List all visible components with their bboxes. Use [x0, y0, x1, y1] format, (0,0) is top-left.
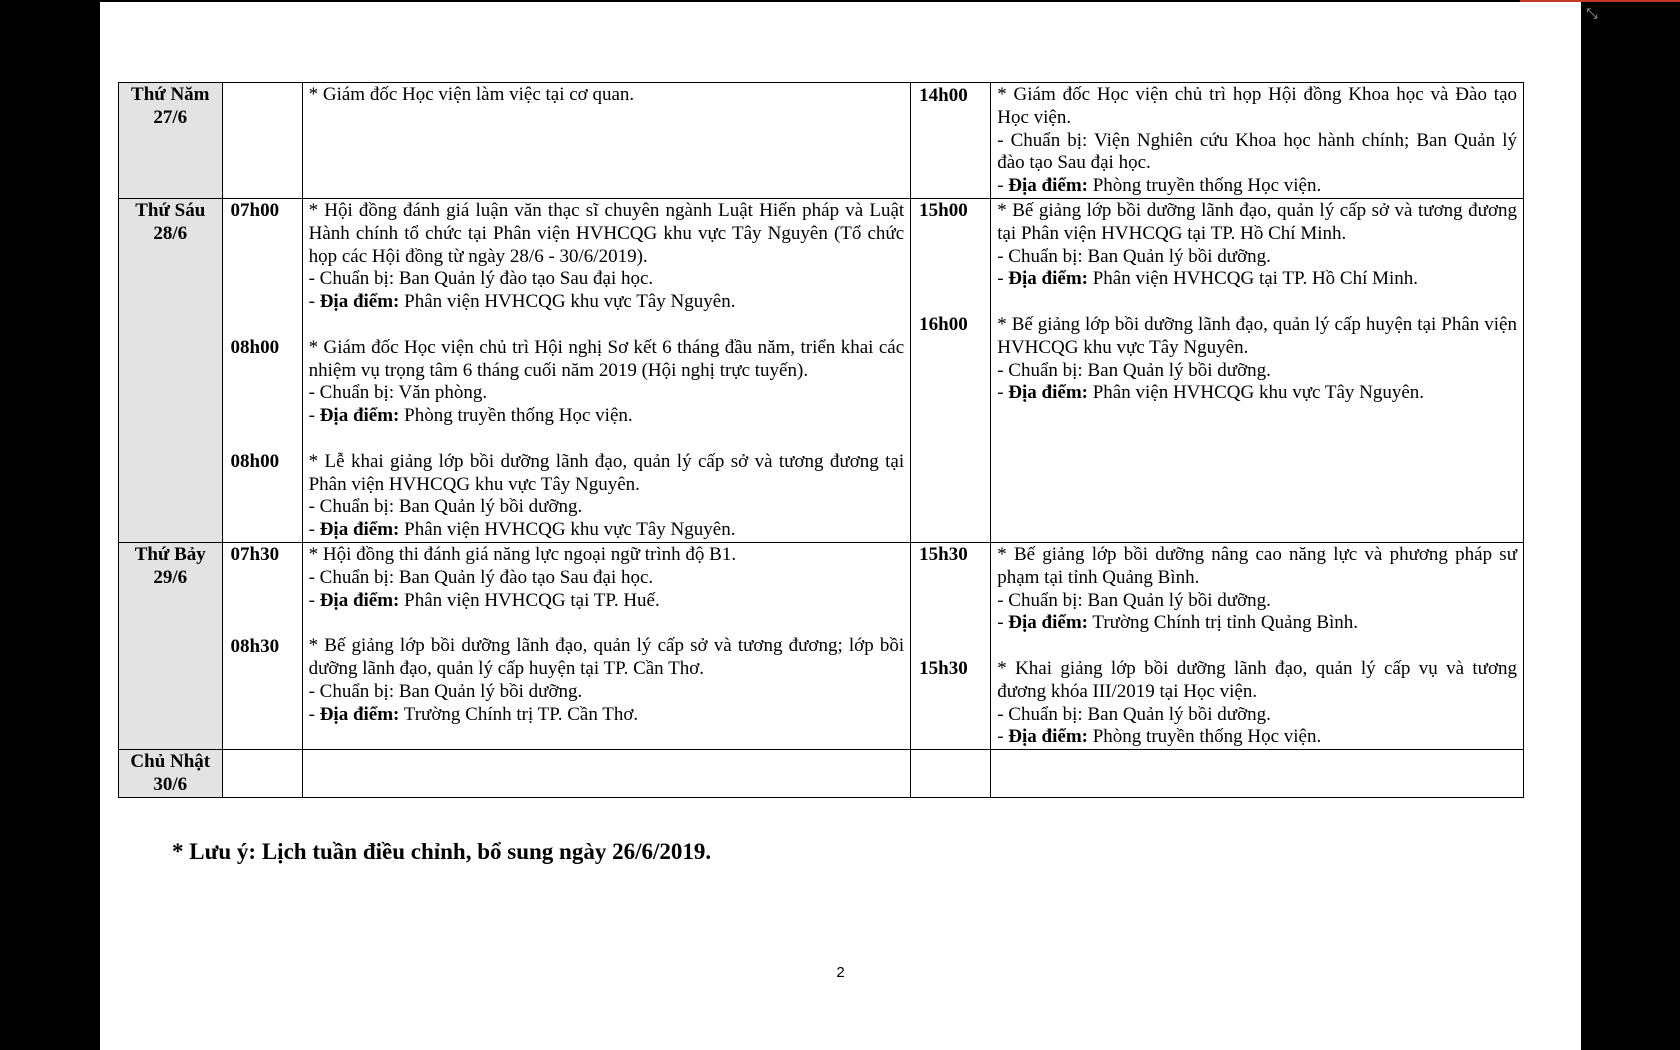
activity-location: - Địa điểm: Phòng truyền thống Học viện.	[308, 405, 633, 427]
day-date: 30/6	[153, 773, 188, 795]
activity-prep: - Chuẩn bị: Ban Quản lý bồi dưỡng.	[997, 703, 1271, 725]
location-label: Địa điểm:	[1008, 726, 1088, 748]
location-value: Trường Chính trị tỉnh Quảng Bình.	[1092, 612, 1359, 634]
morning-time-cell	[222, 198, 302, 542]
activity-prep: - Chuẩn bị: Ban Quản lý bồi dưỡng.	[308, 680, 583, 702]
activity-location: - Địa điểm: Phân viện HVHCQG tại TP. Huế.	[308, 589, 660, 611]
morning-time-cell	[222, 83, 302, 199]
afternoon-time-cell	[911, 542, 991, 749]
activity-time: 08h30	[230, 635, 280, 657]
activity-title: * Giám đốc Học viện chủ trì Hội nghị Sơ kết 6 tháng đầu năm, triển khai các nhiệm vụ trọng tâm 6 tháng cuối năm 2019 (Hội nghị trực tuyến).	[308, 336, 905, 381]
activity-title: * Bế giảng lớp bồi dưỡng lãnh đạo, quản lý cấp sở và tương đương; lớp bồi dưỡng lãnh đạo, quản lý cấp huyện tại TP. Cần Thơ.	[308, 635, 905, 679]
schedule-row	[119, 542, 1524, 749]
day-date: 29/6	[153, 566, 188, 588]
activity-time: 16h00	[919, 314, 968, 336]
exit-fullscreen-icon[interactable]: ⤡	[1586, 6, 1598, 22]
activity-time: 07h30	[230, 544, 280, 566]
activity-title: * Lễ khai giảng lớp bồi dưỡng lãnh đạo, quản lý cấp sở và tương đương tại Phân viện HVHCQG khu vực Tây Nguyên.	[308, 450, 905, 495]
activity-time: 07h00	[230, 200, 280, 222]
schedule-table	[118, 82, 1524, 798]
activity-location: - Địa điểm: Trường Chính trị tỉnh Quảng Bình.	[997, 612, 1359, 634]
activity-entry	[309, 635, 905, 726]
day-name: Thứ Sáu	[135, 199, 206, 221]
day-cell	[119, 750, 223, 798]
schedule-row	[119, 750, 1524, 798]
afternoon-activity-cell	[991, 750, 1524, 798]
day-name: Thứ Bảy	[134, 543, 206, 565]
activity-entry	[309, 337, 905, 428]
afternoon-activity-cell	[991, 83, 1524, 199]
activity-time: 15h30	[919, 544, 968, 566]
location-value: Phân viện HVHCQG tại TP. Huế.	[404, 589, 660, 611]
activity-time: 08h00	[230, 337, 280, 359]
page-number: 2	[836, 964, 845, 981]
day-cell	[119, 198, 223, 542]
location-label: Địa điểm:	[1008, 382, 1088, 404]
activity-prep: - Chuẩn bị: Ban Quản lý bồi dưỡng.	[997, 589, 1271, 611]
activity-location: - Địa điểm: Trường Chính trị TP. Cần Thơ.	[308, 703, 639, 725]
schedule-row	[119, 83, 1524, 199]
location-value: Phòng truyền thống Học viện.	[404, 405, 633, 427]
activity-entry	[309, 451, 905, 542]
activity-time: 14h00	[919, 84, 968, 106]
activity-prep: - Chuẩn bị: Ban Quản lý bồi dưỡng.	[997, 245, 1271, 267]
afternoon-time-cell	[911, 198, 991, 542]
activity-title: * Khai giảng lớp bồi dưỡng lãnh đạo, quản lý cấp vụ và tương đương khóa III/2019 tại Học viện.	[997, 657, 1517, 702]
activity-entry	[997, 314, 1517, 405]
location-label: Địa điểm:	[319, 703, 400, 725]
schedule-note: * Lưu ý: Lịch tuần điều chỉnh, bổ sung ngày 26/6/2019.	[172, 839, 712, 864]
activity-location: - Địa điểm: Phân viện HVHCQG tại TP. Hồ Chí Minh.	[997, 268, 1419, 290]
afternoon-activity-cell	[991, 542, 1524, 749]
activity-entry	[309, 84, 905, 107]
activity-location: - Địa điểm: Phân viện HVHCQG khu vực Tây Nguyên.	[308, 519, 736, 541]
morning-activity-cell	[302, 83, 911, 199]
activity-entry	[997, 544, 1517, 635]
activity-title: * Hội đồng thi đánh giá năng lực ngoại ngữ trình độ B1.	[308, 543, 737, 565]
activity-title: * Hội đồng đánh giá luận văn thạc sĩ chuyên ngành Luật Hiến pháp và Luật Hành chính tổ chức tại Phân viện HVHCQG khu vực Tây Nguyên (Tổ chức họp các Hội đồng từ ngày 28/6 - 30/6/2019).	[308, 199, 905, 267]
activity-time: 08h00	[230, 451, 280, 473]
activity-title: * Giám đốc Học viện làm việc tại cơ quan.	[308, 84, 635, 105]
day-date: 28/6	[153, 222, 188, 244]
activity-prep: - Chuẩn bị: Ban Quản lý đào tạo Sau đại học.	[308, 566, 654, 588]
activity-title: * Giám đốc Học viện chủ trì họp Hội đồng Khoa học và Đào tạo Học viện.	[997, 84, 1517, 128]
location-value: Phòng truyền thống Học viện.	[1092, 175, 1322, 197]
location-label: Địa điểm:	[1008, 612, 1088, 634]
location-label: Địa điểm:	[319, 519, 400, 541]
activity-prep: - Chuẩn bị: Văn phòng.	[308, 382, 488, 404]
day-date: 27/6	[153, 106, 188, 128]
afternoon-time-cell	[911, 750, 991, 798]
day-name: Thứ Năm	[131, 84, 210, 105]
afternoon-activity-cell	[991, 198, 1524, 542]
location-value: Phòng truyền thống Học viện.	[1092, 726, 1322, 748]
afternoon-time-cell	[911, 83, 991, 199]
location-label: Địa điểm:	[1008, 175, 1088, 197]
activity-entry	[309, 544, 905, 612]
activity-time: 15h00	[919, 200, 968, 222]
activity-entry	[997, 84, 1517, 198]
location-label: Địa điểm:	[319, 405, 400, 427]
activity-entry	[997, 200, 1517, 291]
location-value: Phân viện HVHCQG khu vực Tây Nguyên.	[1092, 382, 1425, 404]
activity-location: - Địa điểm: Phân viện HVHCQG khu vực Tây Nguyên.	[997, 382, 1425, 404]
location-value: Trường Chính trị TP. Cần Thơ.	[403, 703, 639, 725]
activity-prep: - Chuẩn bị: Viện Nghiên cứu Khoa học hành chính; Ban Quản lý đào tạo Sau đại học.	[997, 129, 1517, 174]
activity-location: - Địa điểm: Phòng truyền thống Học viện.	[997, 175, 1322, 197]
activity-location: - Địa điểm: Phân viện HVHCQG khu vực Tây Nguyên.	[308, 291, 736, 313]
activity-prep: - Chuẩn bị: Ban Quản lý đào tạo Sau đại học.	[308, 268, 654, 290]
day-name: Chủ Nhật	[130, 751, 211, 773]
morning-time-cell	[222, 542, 302, 749]
activity-entry	[309, 200, 905, 314]
location-value: Phân viện HVHCQG tại TP. Hồ Chí Minh.	[1092, 268, 1419, 290]
activity-title: * Bế giảng lớp bồi dưỡng lãnh đạo, quản lý cấp sở và tương đương tại Phân viện HVHCQG tại TP. Hồ Chí Minh.	[997, 199, 1517, 244]
location-label: Địa điểm:	[319, 291, 400, 313]
activity-title: * Bế giảng lớp bồi dưỡng lãnh đạo, quản lý cấp huyện tại Phân viện HVHCQG khu vực Tây Nguyên.	[997, 313, 1517, 358]
activity-prep: - Chuẩn bị: Ban Quản lý bồi dưỡng.	[308, 496, 583, 518]
day-cell	[119, 542, 223, 749]
activity-location: - Địa điểm: Phòng truyền thống Học viện.	[997, 726, 1322, 748]
activity-time: 15h30	[919, 658, 968, 680]
document-page	[100, 2, 1581, 1050]
location-label: Địa điểm:	[319, 589, 400, 611]
activity-entry	[997, 658, 1517, 749]
morning-activity-cell	[302, 542, 911, 749]
morning-activity-cell	[302, 198, 911, 542]
location-value: Phân viện HVHCQG khu vực Tây Nguyên.	[404, 291, 736, 313]
day-cell	[119, 83, 223, 199]
schedule-row	[119, 198, 1524, 542]
activity-title: * Bế giảng lớp bồi dưỡng nâng cao năng lực và phương pháp sư phạm tại tỉnh Quảng Bình.	[997, 543, 1517, 588]
morning-activity-cell	[302, 750, 911, 798]
morning-time-cell	[222, 750, 302, 798]
location-value: Phân viện HVHCQG khu vực Tây Nguyên.	[404, 519, 736, 541]
location-label: Địa điểm:	[1008, 268, 1088, 290]
activity-prep: - Chuẩn bị: Ban Quản lý bồi dưỡng.	[997, 359, 1271, 381]
